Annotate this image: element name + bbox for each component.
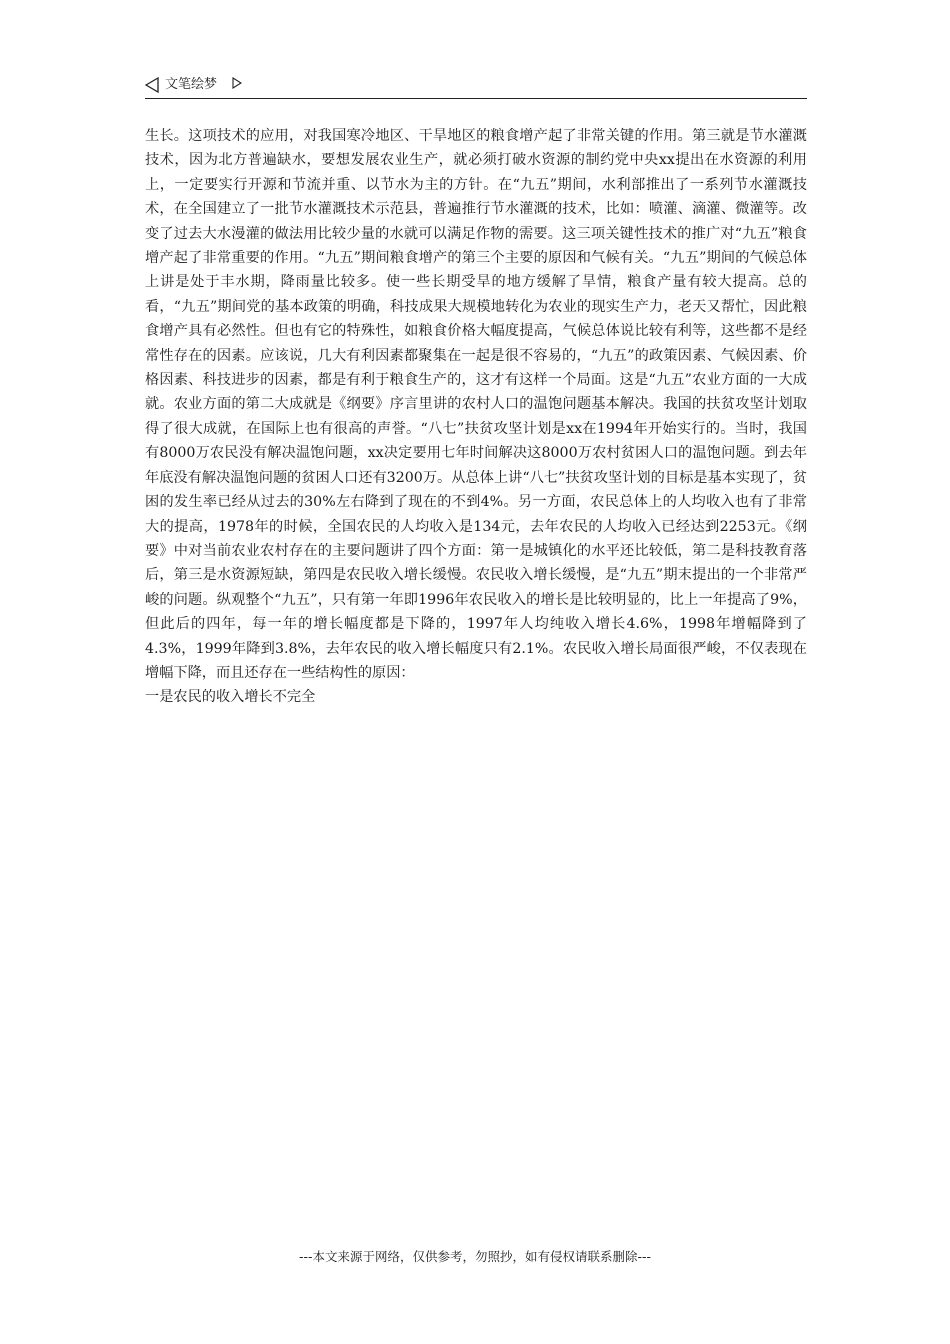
document-body [145, 124, 807, 710]
footer-notice: ---本文来源于网络，仅供参考，勿照抄，如有侵权请联系删除--- [298, 1249, 652, 1264]
page-header [145, 74, 807, 99]
triangle-right-outline-icon [232, 77, 242, 89]
triangle-left-outline-icon [145, 77, 159, 93]
body-paragraph-continuation: 一是农民的收入增长不完全 [145, 689, 316, 706]
body-paragraph: 生长。这项技术的应用，对我国寒冷地区、干旱地区的粮食增产起了非常关键的作用。第三就是节水灌溉技术，因为北方普遍缺水，要想发展农业生产，就必须打破水资源的制约党中央xx提出在水资源的利用上，一定要实行开源和节流并重、以节水为主的方针。在“九五”期间，水利部推出了一系列节水灌溉技术，在全国建立了一批节水灌溉技术示范县，普遍推行节水灌溉的技术，比如：喷灌、滴灌、微灌等。改变了过去大水漫灌的做法用比较少量的水就可以满足作物的需要。这三项关键性技术的推广对“九五”粮食增产起了非常重要的作用。“九五”期间粮食增产的第三个主要的原因和气候有关。“九五”期间的气候总体上讲是处于丰水期，降雨量比较多。使一些长期受旱的地方缓解了旱情，粮食产量有较大提高。总的看，“九五”期间党的基本政策的明确，科技成果大规模地转化为农业的现实生产力，老天又帮忙，因此粮食增产具有必然性。但也有它的特殊性，如粮食价格大幅度提高，气候总体说比较有利等，这些都不是经常性存在的因素。应该说，几大有利因素都聚集在一起是很不容易的，“九五”的政策因素、气候因素、价格因素、科技进步的因素，都是有利于粮食生产的，这才有这样一个局面。这是“九五”农业方面的一大成就。农业方面的第二大成就是《纲要》序言里讲的农村人口的温饱问题基本解决。我国的扶贫攻坚计划取得了很大成就，在国际上也有很高的声誉。“八七”扶贫攻坚计划是xx在1994年开始实行的。当时，我国有8000万农民没有解决温饱问题，xx决定要用七年时间解决这8000万农村贫困人口的温饱问题。到去年年底没有解决温饱问题的贫困人口还有3200万。从总体上讲“八七”扶贫攻坚计划的目标是基本实现了，贫困的发生率已经从过去的30%左右降到了现在的不到4%。另一方面，农民总体上的人均收入也有了非常大的提高，1978年的时候，全国农民的人均收入是134元，去年农民的人均收入已经达到2253元。《纲要》中对当前农业农村存在的主要问题讲了四个方面：第一是城镇化的水平还比较低，第二是科技教育落后，第三是水资源短缺，第四是农民收入增长缓慢。农民收入增长缓慢，是“九五”期末提出的一个非常严峻的问题。纵观整个“九五”，只有第一年即1996年农民收入的增长是比较明显的，比上一年提高了9%，但此后的四年，每一年的增长幅度都是下降的，1997年人均纯收入增长4.6%，1998年增幅降到了4.3%，1999年降到3.8%，去年农民的收入增长幅度只有2.1%。农民收入增长局面很严峻，不仅表现在增幅下降，而且还存在一些结构性的原因： [145, 128, 807, 681]
brand-title: 文笔绘梦 [165, 77, 218, 92]
